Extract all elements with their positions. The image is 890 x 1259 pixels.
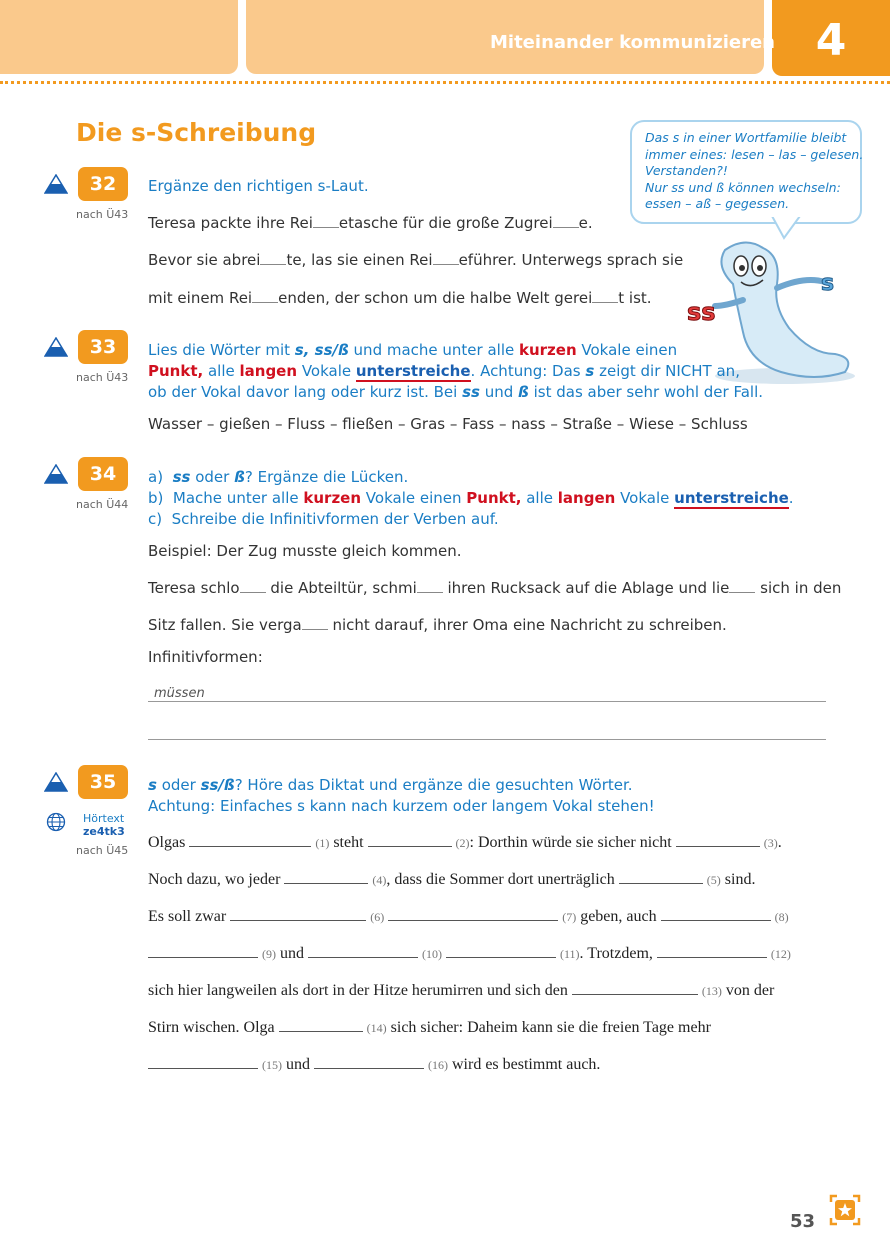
audio-code-link[interactable]: ze4tk3: [83, 825, 125, 838]
exercise-text-line: [148, 289, 652, 307]
page-title: Die s-Schreibung: [76, 118, 317, 147]
text-segment: Sitz fallen. Sie verga: [148, 616, 302, 634]
dictation-row: [148, 834, 782, 852]
exercise-reference: nach Ü43: [76, 371, 129, 384]
text-segment: Teresa packte ihre Rei: [148, 214, 313, 232]
text-segment: s, ss/ß: [294, 341, 349, 359]
exercise-instruction: Achtung: Einfaches s kann nach kurzem oder langem Vokal stehen!: [148, 797, 655, 815]
chapter-number: 4: [815, 15, 847, 66]
text-segment: ? Höre das Diktat und ergänze die gesuchten Wörter.: [234, 776, 633, 794]
text-segment: Olgas: [148, 834, 186, 851]
text-segment: ? Ergänze die Lücken.: [244, 468, 409, 486]
text-segment: kurzen: [303, 489, 362, 507]
text-segment: , dass die Sommer dort unerträglich: [386, 871, 615, 888]
exercise-instruction: [148, 362, 740, 380]
blank-number: (4): [372, 873, 387, 887]
audio-label: Hörtext: [83, 812, 125, 825]
text-segment: die Abteiltür, schmi: [265, 579, 417, 597]
text-segment: zeigt dir NICHT an,: [594, 362, 740, 380]
dictation-row: [148, 1056, 600, 1074]
svg-text:ss: ss: [687, 298, 716, 326]
text-segment: mit einem Rei: [148, 289, 253, 307]
blank-number: (7): [562, 910, 577, 924]
fill-gap[interactable]: [260, 252, 286, 265]
bubble-line-1: Das s in einer Wortfamilie bleibt: [645, 130, 847, 145]
text-segment: a): [148, 468, 164, 486]
exercise-instruction: [148, 468, 408, 486]
exercise-instruction: [148, 383, 763, 401]
header-divider: [0, 81, 890, 84]
text-segment: Lies die Wörter mit: [148, 341, 295, 359]
text-segment: sich hier langweilen als dort in der Hitze herumirren und sich den: [148, 982, 568, 999]
exercise-text-line: [148, 579, 841, 597]
text-segment: kurzen: [519, 341, 577, 359]
exercise-instruction: [148, 489, 794, 507]
dictation-blank[interactable]: [314, 1056, 424, 1069]
text-segment: steht: [333, 834, 364, 851]
blank-number: (11): [560, 947, 580, 961]
blank-number: (15): [262, 1058, 282, 1072]
blank-number: (5): [706, 873, 721, 887]
dictation-row: [148, 1019, 711, 1037]
exercise-number: 33: [78, 330, 128, 364]
text-segment: eführer. Unterwegs sprach sie: [458, 251, 684, 269]
text-segment: sich sicher: Daheim kann sie die freien Tage mehr: [390, 1019, 711, 1036]
difficulty-icon: [44, 174, 68, 194]
text-segment: s: [148, 776, 157, 794]
word-list: Wasser – gießen – Fluss – fließen – Gras – Fass – nass – Straße – Wiese – Schluss: [148, 415, 748, 433]
bubble-line-3: Verstanden?!: [645, 163, 728, 178]
blank-number: (12): [770, 947, 791, 961]
text-segment: alle: [521, 489, 558, 507]
text-segment: e.: [578, 214, 593, 232]
dictation-blank[interactable]: [657, 945, 767, 958]
text-segment: und mache unter alle: [348, 341, 519, 359]
blank-number: (9): [262, 947, 276, 961]
text-segment: geben, auch: [580, 908, 657, 925]
text-segment: etasche für die große Zugrei: [338, 214, 553, 232]
example-sentence: Beispiel: Der Zug musste gleich kommen.: [148, 542, 462, 560]
fill-gap[interactable]: [592, 290, 618, 303]
dictation-blank[interactable]: [388, 908, 558, 921]
difficulty-icon: [44, 772, 68, 792]
dictation-blank[interactable]: [676, 834, 760, 847]
text-segment: wird es bestimmt auch.: [452, 1056, 601, 1073]
bubble-text: [645, 130, 863, 213]
blank-number: (16): [428, 1058, 448, 1072]
fill-gap[interactable]: [302, 617, 328, 630]
text-segment: Es soll zwar: [148, 908, 227, 925]
dictation-blank[interactable]: [284, 871, 368, 884]
bubble-line-5: essen – aß – gegessen.: [645, 196, 790, 211]
text-segment: ist das aber sehr wohl der Fall.: [528, 383, 764, 401]
text-segment: ob der Vokal davor lang oder kurz ist. Bei: [148, 383, 463, 401]
text-segment: enden, der schon um die halbe Welt gerei: [278, 289, 593, 307]
text-segment: unterstreiche: [355, 362, 471, 380]
text-segment: ß: [518, 383, 529, 401]
exercise-number: 34: [78, 457, 128, 491]
text-segment: Stirn wischen. Olga: [148, 1019, 275, 1036]
blank-number: (2): [455, 836, 470, 850]
exercise-instruction: [148, 776, 633, 794]
text-segment: t ist.: [618, 289, 652, 307]
page-number: 53: [790, 1211, 816, 1232]
svg-text:s: s: [821, 271, 835, 296]
bubble-line-4: Nur ss und ß können wechseln:: [645, 179, 841, 195]
text-segment: oder: [156, 776, 201, 794]
text-segment: b): [148, 489, 164, 507]
header-tab-left: [0, 0, 238, 74]
text-segment: : Dorthin würde sie sicher nicht: [469, 834, 672, 851]
exercise-reference: nach Ü45: [76, 844, 129, 857]
text-segment: sind.: [724, 871, 756, 888]
blank-number: (1): [315, 836, 330, 850]
text-segment: Mache unter alle: [172, 489, 304, 507]
dictation-blank[interactable]: [572, 982, 698, 995]
fill-gap[interactable]: [553, 215, 579, 228]
text-segment: s: [585, 362, 595, 380]
text-segment: Schreibe die Infinitivformen der Verben auf.: [171, 510, 499, 528]
text-segment: ss: [172, 468, 191, 486]
fill-gap[interactable]: [433, 252, 459, 265]
dictation-row: [148, 982, 774, 1000]
dictation-blank[interactable]: [368, 834, 452, 847]
text-segment: Vokale: [297, 362, 356, 380]
text-segment: Bevor sie abrei: [148, 251, 261, 269]
text-segment: . Trotzdem,: [579, 945, 653, 962]
text-segment: Vokale einen: [361, 489, 467, 507]
fill-gap[interactable]: [313, 215, 339, 228]
text-segment: unterstreiche: [674, 489, 789, 507]
blank-number: (14): [366, 1021, 387, 1035]
text-segment: .: [788, 489, 794, 507]
handwritten-answer: müssen: [154, 686, 205, 701]
text-segment: oder: [190, 468, 235, 486]
text-segment: langen: [239, 362, 298, 380]
dictation-blank[interactable]: [308, 945, 418, 958]
text-segment: .: [777, 834, 782, 851]
exercise-text-line: [148, 214, 593, 232]
text-segment: Vokale einen: [576, 341, 678, 359]
text-segment: Noch dazu, wo jeder: [148, 871, 281, 888]
text-segment: nicht darauf, ihrer Oma eine Nachricht zu schreiben.: [327, 616, 727, 634]
text-segment: Punkt,: [148, 362, 204, 380]
text-segment: Teresa schlo: [148, 579, 240, 597]
difficulty-icon: [44, 337, 68, 357]
dictation-blank[interactable]: [661, 908, 771, 921]
writing-line[interactable]: [148, 701, 826, 702]
exercise-instruction: [148, 341, 677, 359]
text-segment: ß: [234, 468, 245, 486]
blank-number: (6): [370, 910, 385, 924]
dictation-blank[interactable]: [148, 1056, 258, 1069]
text-segment: ihren Rucksack auf die Ablage und lie: [442, 579, 730, 597]
exercise-text-line: [148, 251, 683, 269]
text-segment: und: [479, 383, 519, 401]
text-segment: . Achtung: Das: [470, 362, 586, 380]
fill-gap[interactable]: [252, 290, 278, 303]
star-symbol-icon: [828, 1193, 862, 1227]
text-segment: ss/ß: [200, 776, 235, 794]
text-segment: und: [286, 1056, 310, 1073]
exercise-text-line: [148, 616, 727, 634]
exercise-instruction: Ergänze den richtigen s-Laut.: [148, 177, 369, 195]
exercise-number: 35: [78, 765, 128, 799]
dictation-row: [148, 908, 789, 926]
blank-number: (8): [774, 910, 789, 924]
text-segment: ss: [462, 383, 480, 401]
globe-icon[interactable]: [46, 812, 66, 832]
text-segment: Punkt,: [466, 489, 522, 507]
fill-gap[interactable]: [729, 580, 755, 593]
blank-number: (3): [763, 836, 778, 850]
blank-number: (10): [422, 947, 442, 961]
dictation-blank[interactable]: [189, 834, 311, 847]
text-segment: c): [148, 510, 163, 528]
exercise-reference: nach Ü43: [76, 208, 129, 221]
exercise-instruction: [148, 510, 499, 528]
text-segment: langen: [557, 489, 616, 507]
exercise-number: 32: [78, 167, 128, 201]
dictation-blank[interactable]: [619, 871, 703, 884]
fill-gap[interactable]: [240, 580, 266, 593]
dictation-row: [148, 871, 755, 889]
text-segment: alle: [203, 362, 240, 380]
text-segment: sich in den: [755, 579, 842, 597]
dictation-blank[interactable]: [148, 945, 258, 958]
fill-gap[interactable]: [417, 580, 443, 593]
dictation-blank[interactable]: [230, 908, 366, 921]
dictation-blank[interactable]: [446, 945, 556, 958]
writing-line[interactable]: [148, 739, 826, 740]
difficulty-icon: [44, 464, 68, 484]
blank-number: (13): [701, 984, 722, 998]
exercise-reference: nach Ü44: [76, 498, 129, 511]
text-segment: Vokale: [615, 489, 675, 507]
chapter-title: Miteinander kommunizieren: [490, 32, 775, 53]
text-segment: von der: [725, 982, 775, 999]
dictation-row: [148, 945, 791, 963]
infinitive-label: Infinitivformen:: [148, 648, 263, 666]
bubble-line-2: immer eines: lesen – las – gelesen.: [645, 146, 864, 162]
text-segment: und: [280, 945, 304, 962]
dictation-blank[interactable]: [279, 1019, 363, 1032]
text-segment: te, las sie einen Rei: [286, 251, 433, 269]
